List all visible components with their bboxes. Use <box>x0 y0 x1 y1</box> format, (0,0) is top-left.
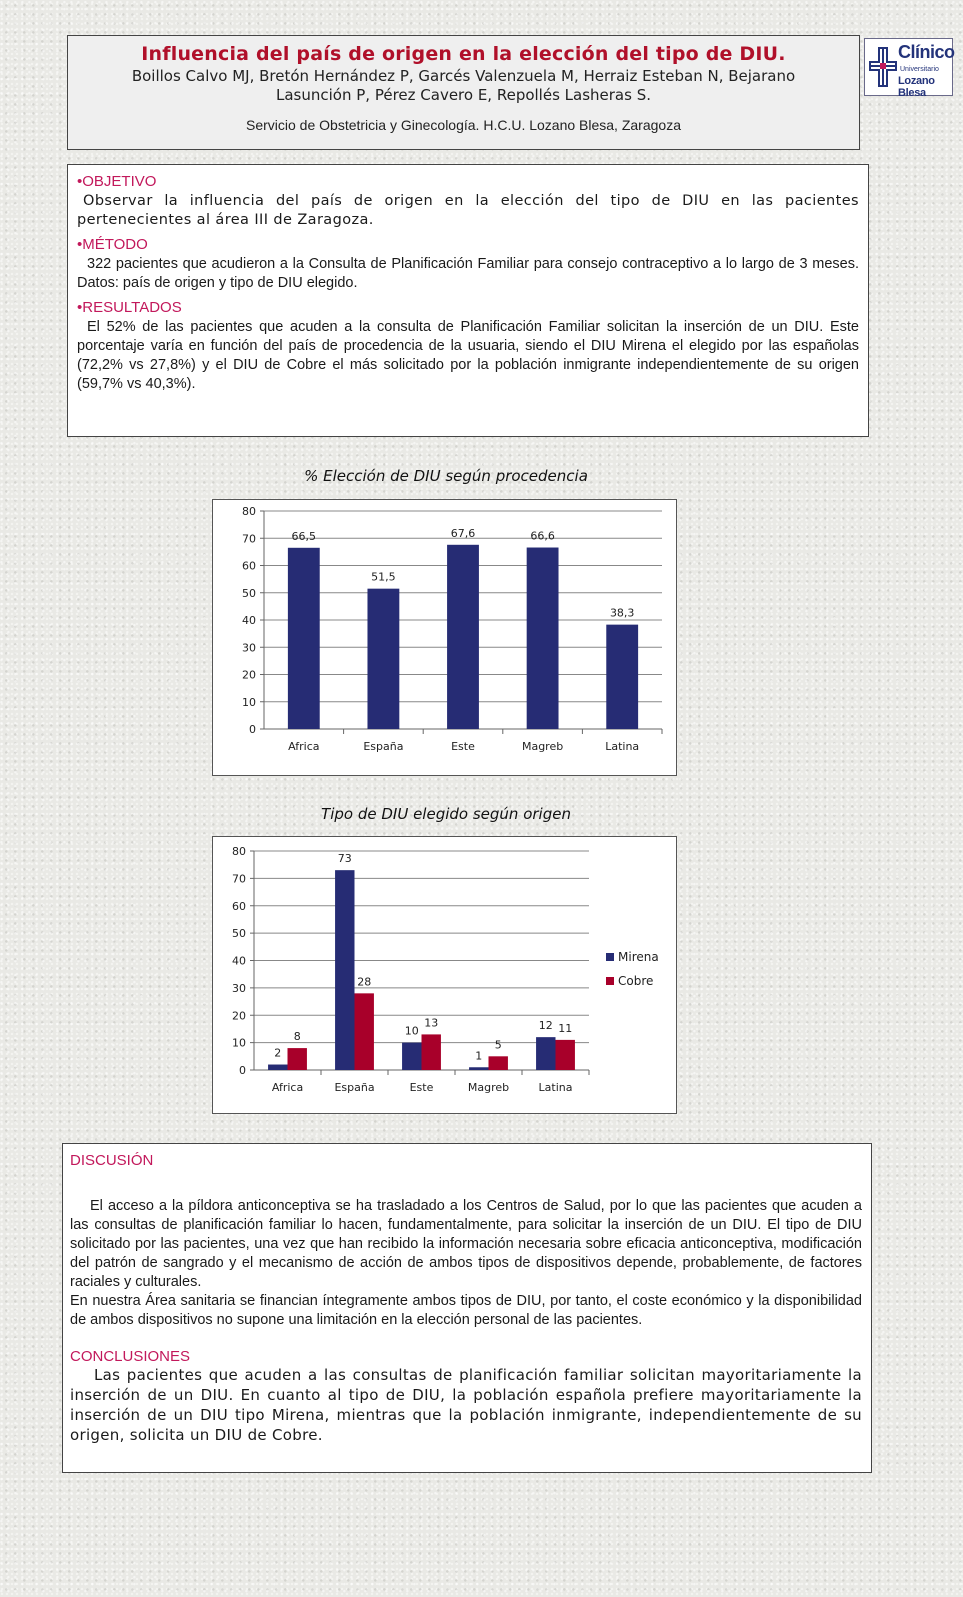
chart2-plot <box>213 837 678 1115</box>
x-tick-label: Magreb <box>467 1081 510 1094</box>
conclusions-heading: CONCLUSIONES <box>70 1348 191 1365</box>
y-tick-label: 30 <box>242 641 256 655</box>
y-tick-label: 40 <box>232 954 246 968</box>
y-tick-label: 60 <box>232 899 246 913</box>
chart1-frame <box>212 499 677 776</box>
logo-text-clinico: Clínico <box>898 42 955 62</box>
x-tick-label: Este <box>451 740 475 753</box>
resultados-text: El 52% de las pacientes que acuden a la consulta de Planificación Familiar solicitan la inserción de un DIU. Este porcentaje varía en función del país de procedencia de la usuaria, siendo el DIU Mirena el elegido por las españolas (72,2% vs 27,8%) y el DIU de Cobre el más solicitado por la población inmigrante independientemente de su origen (59,7% vs 40,3%). <box>77 319 859 392</box>
data-label: 13 <box>424 1016 439 1030</box>
objetivo-text: Observar la influencia del país de origen en la elección del tipo de DIU en las pacientes pertenecientes al área III de Zaragoza. <box>77 193 859 228</box>
data-label: 66,5 <box>291 529 317 543</box>
x-tick-label: Latina <box>605 740 640 753</box>
y-tick-label: 20 <box>232 1009 246 1023</box>
x-tick-label: Africa <box>271 1081 304 1094</box>
bar-españa <box>367 589 399 729</box>
data-label: 12 <box>538 1019 553 1033</box>
bar-mirena-magreb <box>469 1067 488 1070</box>
logo-text-lozano-blesa: Lozano Blesa <box>898 75 935 99</box>
bar-africa <box>288 548 320 729</box>
discussion-panel <box>62 1143 872 1473</box>
poster-header <box>67 35 860 150</box>
data-label: 11 <box>558 1021 573 1035</box>
conclusions-text: Las pacientes que acuden a las consultas de planificación familiar solicitan mayoritariamente la inserción de un DIU. En cuanto al tipo de DIU, la población española prefiere mayoritariamente la inserción de un DIU tipo Mirena, mientras que la población inmigrante, independientemente de su origen, solicita un DIU de Cobre. <box>70 1366 862 1444</box>
abstract-panel <box>67 164 869 437</box>
legend-swatch-cobre <box>606 977 614 985</box>
bar-cobre-este <box>422 1034 441 1070</box>
bar-mirena-españa <box>335 870 354 1070</box>
x-tick-label: Latina <box>538 1081 573 1094</box>
y-tick-label: 10 <box>242 695 256 709</box>
bar-este <box>447 545 479 729</box>
y-tick-label: 80 <box>232 845 246 858</box>
chart2-frame <box>212 836 677 1114</box>
y-tick-label: 0 <box>249 723 256 736</box>
bar-cobre-magreb <box>489 1056 508 1070</box>
objetivo-heading: •OBJETIVO <box>77 173 157 190</box>
data-label: 73 <box>337 852 352 866</box>
bar-cobre-españa <box>355 993 374 1070</box>
y-tick-label: 80 <box>242 505 256 518</box>
legend-label-cobre: Cobre <box>618 974 654 988</box>
data-label: 1 <box>475 1049 483 1063</box>
data-label: 2 <box>274 1046 282 1060</box>
x-tick-label: Africa <box>288 740 320 753</box>
bar-cobre-latina <box>556 1040 575 1070</box>
legend-swatch-mirena <box>606 953 614 961</box>
poster-authors: Boillos Calvo MJ, Bretón Hernández P, Garcés Valenzuela M, Herraiz Esteban N, Bejarano Lasunción P, Pérez Cavero E, Repollés Lasheras S. <box>131 67 796 104</box>
data-label: 51,5 <box>371 570 396 584</box>
resultados-heading: •RESULTADOS <box>77 299 182 316</box>
data-label: 28 <box>357 975 372 989</box>
discussion-paragraph-1: El acceso a la píldora anticonceptiva se ha trasladado a los Centros de Salud, por lo que las pacientes que acuden a las consultas de planificación familiar lo hacen, fundamentalmente, para solicitar la inserción de un DIU. El tipo de DIU solicitado por las pacientes, una vez que han recibido la información necesaria sobre eficacia anticonceptiva, modificación del patrón de sangrado y el mecanismo de acción de ambos tipos de dispositivos depende, probablemente, de factores raciales y culturales. <box>70 1198 862 1290</box>
y-tick-label: 70 <box>242 532 256 546</box>
chart1-plot <box>213 500 678 777</box>
data-label: 5 <box>494 1038 502 1052</box>
x-tick-label: España <box>363 740 404 753</box>
discussion-paragraph-2: En nuestra Área sanitaria se financian íntegramente ambos tipos de DIU, por tanto, el coste económico y la disponibilidad de ambos dispositivos no supone una limitación en la elección personal de las pacientes. <box>70 1293 862 1328</box>
bar-latina <box>606 625 638 729</box>
logo-text-universitario: Universitario <box>900 66 939 73</box>
y-tick-label: 50 <box>232 927 246 941</box>
y-tick-label: 50 <box>242 586 256 600</box>
y-tick-label: 20 <box>242 668 256 682</box>
y-tick-label: 10 <box>232 1036 246 1050</box>
bar-mirena-africa <box>268 1065 287 1070</box>
legend-label-mirena: Mirena <box>618 950 659 964</box>
data-label: 8 <box>293 1030 301 1044</box>
poster-affiliation: Servicio de Obstetricia y Ginecología. H.C.U. Lozano Blesa, Zaragoza <box>246 117 681 133</box>
data-label: 66,6 <box>530 529 555 543</box>
y-tick-label: 0 <box>239 1064 246 1077</box>
x-tick-label: Magreb <box>521 740 564 753</box>
data-label: 10 <box>404 1024 419 1038</box>
metodo-heading: •MÉTODO <box>77 236 148 253</box>
y-tick-label: 60 <box>242 559 256 573</box>
discussion-heading: DISCUSIÓN <box>70 1152 154 1169</box>
y-tick-label: 30 <box>232 981 246 995</box>
bar-mirena-este <box>402 1043 421 1070</box>
data-label: 38,3 <box>609 606 635 620</box>
y-tick-label: 70 <box>232 872 246 886</box>
data-label: 67,6 <box>450 526 476 540</box>
chart2-title: Tipo de DIU elegido según origen <box>321 805 571 823</box>
bar-magreb <box>527 548 559 729</box>
y-tick-label: 40 <box>242 614 256 627</box>
bar-mirena-latina <box>536 1037 555 1070</box>
bar-cobre-africa <box>288 1048 307 1070</box>
cross-icon <box>869 47 897 87</box>
x-tick-label: España <box>334 1081 375 1094</box>
metodo-text: 322 pacientes que acudieron a la Consulta de Planificación Familiar para consejo contraceptivo a lo largo de 3 meses. Datos: país de origen y tipo de DIU elegido. <box>77 256 859 291</box>
chart1-title: % Elección de DIU según procedencia <box>304 467 588 485</box>
x-tick-label: Este <box>409 1081 434 1094</box>
hospital-logo <box>864 38 955 99</box>
poster-title: Influencia del país de origen en la elección del tipo de DIU. <box>141 43 786 65</box>
